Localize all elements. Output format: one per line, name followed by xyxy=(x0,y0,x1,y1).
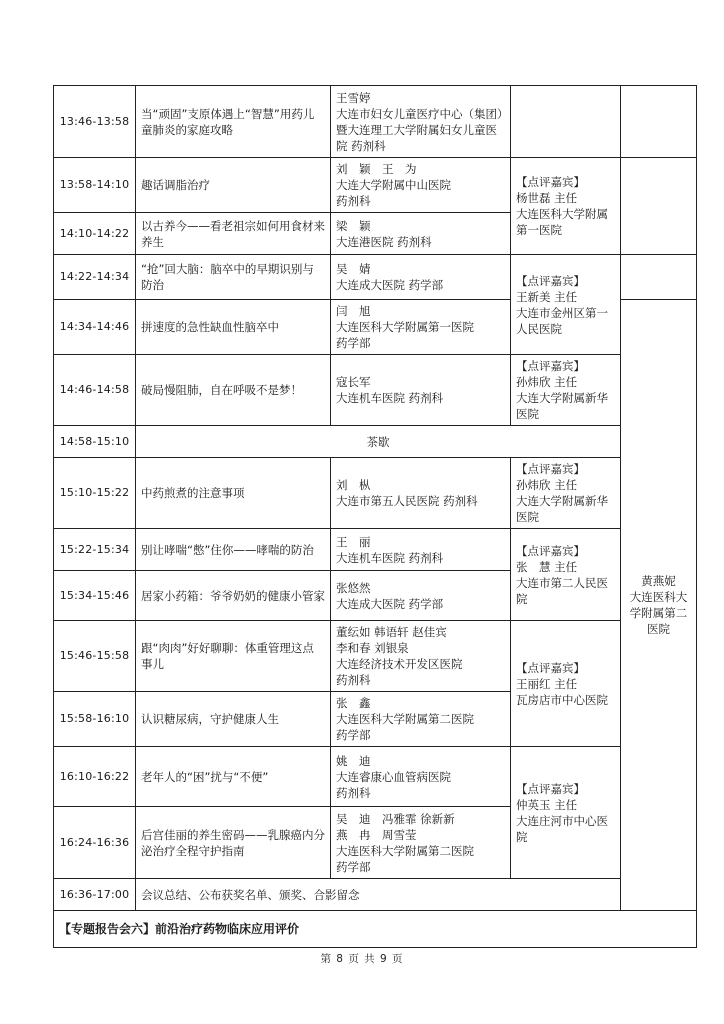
commentator-org: 大连大学附属新华医院 xyxy=(516,494,608,524)
topic-cell: 别让哮喘“憋”住你——哮喘的防治 xyxy=(136,529,331,571)
chair-org: 大连医科大学附属第二医院 xyxy=(629,590,688,636)
table-row xyxy=(54,747,697,807)
commentator-name: 杨世磊 主任 xyxy=(516,191,578,205)
time-cell: 15:34-15:46 xyxy=(54,571,136,621)
speaker-org: 大连成大医院 药学部 xyxy=(336,278,444,292)
speaker-name: 张 鑫 xyxy=(336,696,371,710)
time-cell: 14:10-14:22 xyxy=(54,213,136,255)
time-cell: 16:10-16:22 xyxy=(54,747,136,807)
speaker-cell xyxy=(331,458,511,529)
commentator-name: 孙炜欣 主任 xyxy=(516,375,578,389)
time-cell: 16:36-17:00 xyxy=(54,879,136,911)
speaker-cell xyxy=(331,86,511,158)
commentator-name: 孙炜欣 主任 xyxy=(516,478,578,492)
table-row xyxy=(54,86,697,158)
speaker-org: 大连机车医院 药剂科 xyxy=(336,391,444,405)
commentator-label: 【点评嘉宾】 xyxy=(516,175,585,189)
page-footer: 第 8 页 共 9 页 xyxy=(320,953,404,965)
topic-cell: 居家小药箱：爷爷奶奶的健康小管家 xyxy=(136,571,331,621)
speaker-name: 寇长军 xyxy=(336,375,371,389)
chair-name: 黄燕妮 xyxy=(641,574,676,588)
speaker-name: 王 丽 xyxy=(336,534,371,549)
time-cell: 16:24-16:36 xyxy=(54,807,136,879)
topic-cell: 老年人的“困”扰与“不便” xyxy=(136,747,331,807)
empty-cell xyxy=(621,255,697,300)
topic-cell: “抢”回大脑：脑卒中的早期识别与防治 xyxy=(136,255,331,300)
commentator-cell xyxy=(511,529,621,621)
table-row xyxy=(54,879,697,911)
empty-cell xyxy=(621,86,697,158)
speaker-cell xyxy=(331,747,511,807)
topic-cell: 认识糖尿病，守护健康人生 xyxy=(136,692,331,747)
topic-cell: 跟“肉肉”好好聊聊：体重管理这点事儿 xyxy=(136,621,331,692)
time-cell: 15:46-15:58 xyxy=(54,621,136,692)
speaker-org: 大连港医院 药剂科 xyxy=(336,234,432,249)
time-cell: 14:22-14:34 xyxy=(54,255,136,300)
table-row xyxy=(54,355,697,426)
speaker-name: 刘 颖 王 为 xyxy=(336,162,417,176)
chair-cell xyxy=(621,300,697,911)
table-row xyxy=(54,426,697,458)
speaker-name: 姚 迪 xyxy=(336,753,371,768)
commentator-org: 大连医科大学附属第一医院 xyxy=(516,207,608,237)
speaker-name: 张悠然 xyxy=(336,580,371,595)
speaker-cell xyxy=(331,213,511,255)
table-row xyxy=(54,529,697,571)
speaker-org: 大连医科大学附属第一医院 药学部 xyxy=(336,320,474,350)
speaker-name: 刘 枞 xyxy=(336,478,371,492)
commentator-label: 【点评嘉宾】 xyxy=(516,543,585,558)
commentator-name: 张 慧 主任 xyxy=(516,559,578,574)
speaker-name: 闫 旭 xyxy=(336,304,371,318)
topic-cell: 趣话调脂治疗 xyxy=(136,158,331,213)
speaker-org: 大连市妇女儿童医疗中心（集团）暨大连理工大学附属妇女儿童医院 药剂科 xyxy=(336,106,503,153)
commentator-name: 仲英玉 主任 xyxy=(516,797,578,812)
commentator-cell xyxy=(511,747,621,879)
closing-cell: 会议总结、公布获奖名单、颁奖、合影留念 xyxy=(136,879,621,911)
commentator-label: 【点评嘉宾】 xyxy=(516,359,585,373)
commentator-org: 大连大学附属新华医院 xyxy=(516,391,608,421)
report-title: 【专题报告会六】前沿治疗药物临床应用评价 xyxy=(54,911,697,948)
speaker-name: 梁 颖 xyxy=(336,218,371,233)
commentator-cell xyxy=(511,158,621,255)
table-row xyxy=(54,158,697,213)
topic-cell: 以古养今——看老祖宗如何用食材来养生 xyxy=(136,213,331,255)
speaker-org: 大连睿康心血管病医院 药剂科 xyxy=(336,769,451,800)
table-row xyxy=(54,621,697,692)
time-cell: 14:46-14:58 xyxy=(54,355,136,426)
topic-cell: 后宫佳丽的养生密码——乳腺癌内分泌治疗全程守护指南 xyxy=(136,807,331,879)
empty-cell xyxy=(511,86,621,158)
time-cell: 15:58-16:10 xyxy=(54,692,136,747)
time-cell: 13:58-14:10 xyxy=(54,158,136,213)
time-cell: 14:58-15:10 xyxy=(54,426,136,458)
speaker-name: 吴 婧 xyxy=(336,262,371,276)
empty-cell xyxy=(621,158,697,255)
topic-cell: 拼速度的急性缺血性脑卒中 xyxy=(136,300,331,355)
commentator-label: 【点评嘉宾】 xyxy=(516,660,585,675)
commentator-org: 大连庄河市中心医院 xyxy=(516,813,608,844)
time-cell: 15:22-15:34 xyxy=(54,529,136,571)
time-cell: 14:34-14:46 xyxy=(54,300,136,355)
commentator-org: 大连市第二人民医院 xyxy=(516,575,608,606)
topic-cell: 破局慢阻肺，自在呼吸不是梦！ xyxy=(136,355,331,426)
commentator-name: 王新美 主任 xyxy=(516,289,578,304)
commentator-label: 【点评嘉宾】 xyxy=(516,273,585,288)
speaker-cell xyxy=(331,807,511,879)
speaker-org: 大连大学附属中山医院 药剂科 xyxy=(336,178,451,208)
commentator-org: 大连市金州区第一人民医院 xyxy=(516,305,608,336)
speaker-cell xyxy=(331,621,511,692)
table-row xyxy=(54,911,697,948)
commentator-name: 王丽红 主任 xyxy=(516,676,578,691)
topic-cell: 中药煎煮的注意事项 xyxy=(136,458,331,529)
commentator-cell xyxy=(511,458,621,529)
speaker-org: 大连医科大学附属第二医院 药学部 xyxy=(336,843,474,874)
table-row xyxy=(54,255,697,300)
speaker-name: 董纭如 韩语轩 赵佳宾 李和春 刘银泉 xyxy=(336,625,447,655)
speaker-org: 大连经济技术开发区医院 药剂科 xyxy=(336,657,463,687)
schedule-table xyxy=(53,85,697,948)
commentator-label: 【点评嘉宾】 xyxy=(516,462,585,476)
speaker-name: 吴 迪 冯雅霏 徐新新 燕 冉 周雪莹 xyxy=(336,811,455,842)
speaker-cell xyxy=(331,158,511,213)
commentator-org: 瓦房店市中心医院 xyxy=(516,692,608,707)
speaker-org: 大连机车医院 药剂科 xyxy=(336,550,444,565)
commentator-cell xyxy=(511,621,621,747)
time-cell: 13:46-13:58 xyxy=(54,86,136,158)
speaker-org: 大连医科大学附属第二医院 药学部 xyxy=(336,712,474,742)
table-row xyxy=(54,458,697,529)
commentator-label: 【点评嘉宾】 xyxy=(516,781,585,796)
commentator-cell xyxy=(511,255,621,355)
commentator-cell xyxy=(511,355,621,426)
topic-cell: 当“顽固”支原体遇上“智慧”用药儿童肺炎的家庭攻略 xyxy=(136,86,331,158)
speaker-cell xyxy=(331,571,511,621)
speaker-cell xyxy=(331,355,511,426)
speaker-org: 大连市第五人民医院 药剂科 xyxy=(336,494,478,508)
tea-break-cell: 茶歇 xyxy=(136,426,621,458)
speaker-cell xyxy=(331,692,511,747)
speaker-cell xyxy=(331,529,511,571)
speaker-org: 大连成大医院 药学部 xyxy=(336,596,444,611)
speaker-name: 王雪婷 xyxy=(336,90,371,105)
speaker-cell xyxy=(331,255,511,300)
time-cell: 15:10-15:22 xyxy=(54,458,136,529)
speaker-cell xyxy=(331,300,511,355)
